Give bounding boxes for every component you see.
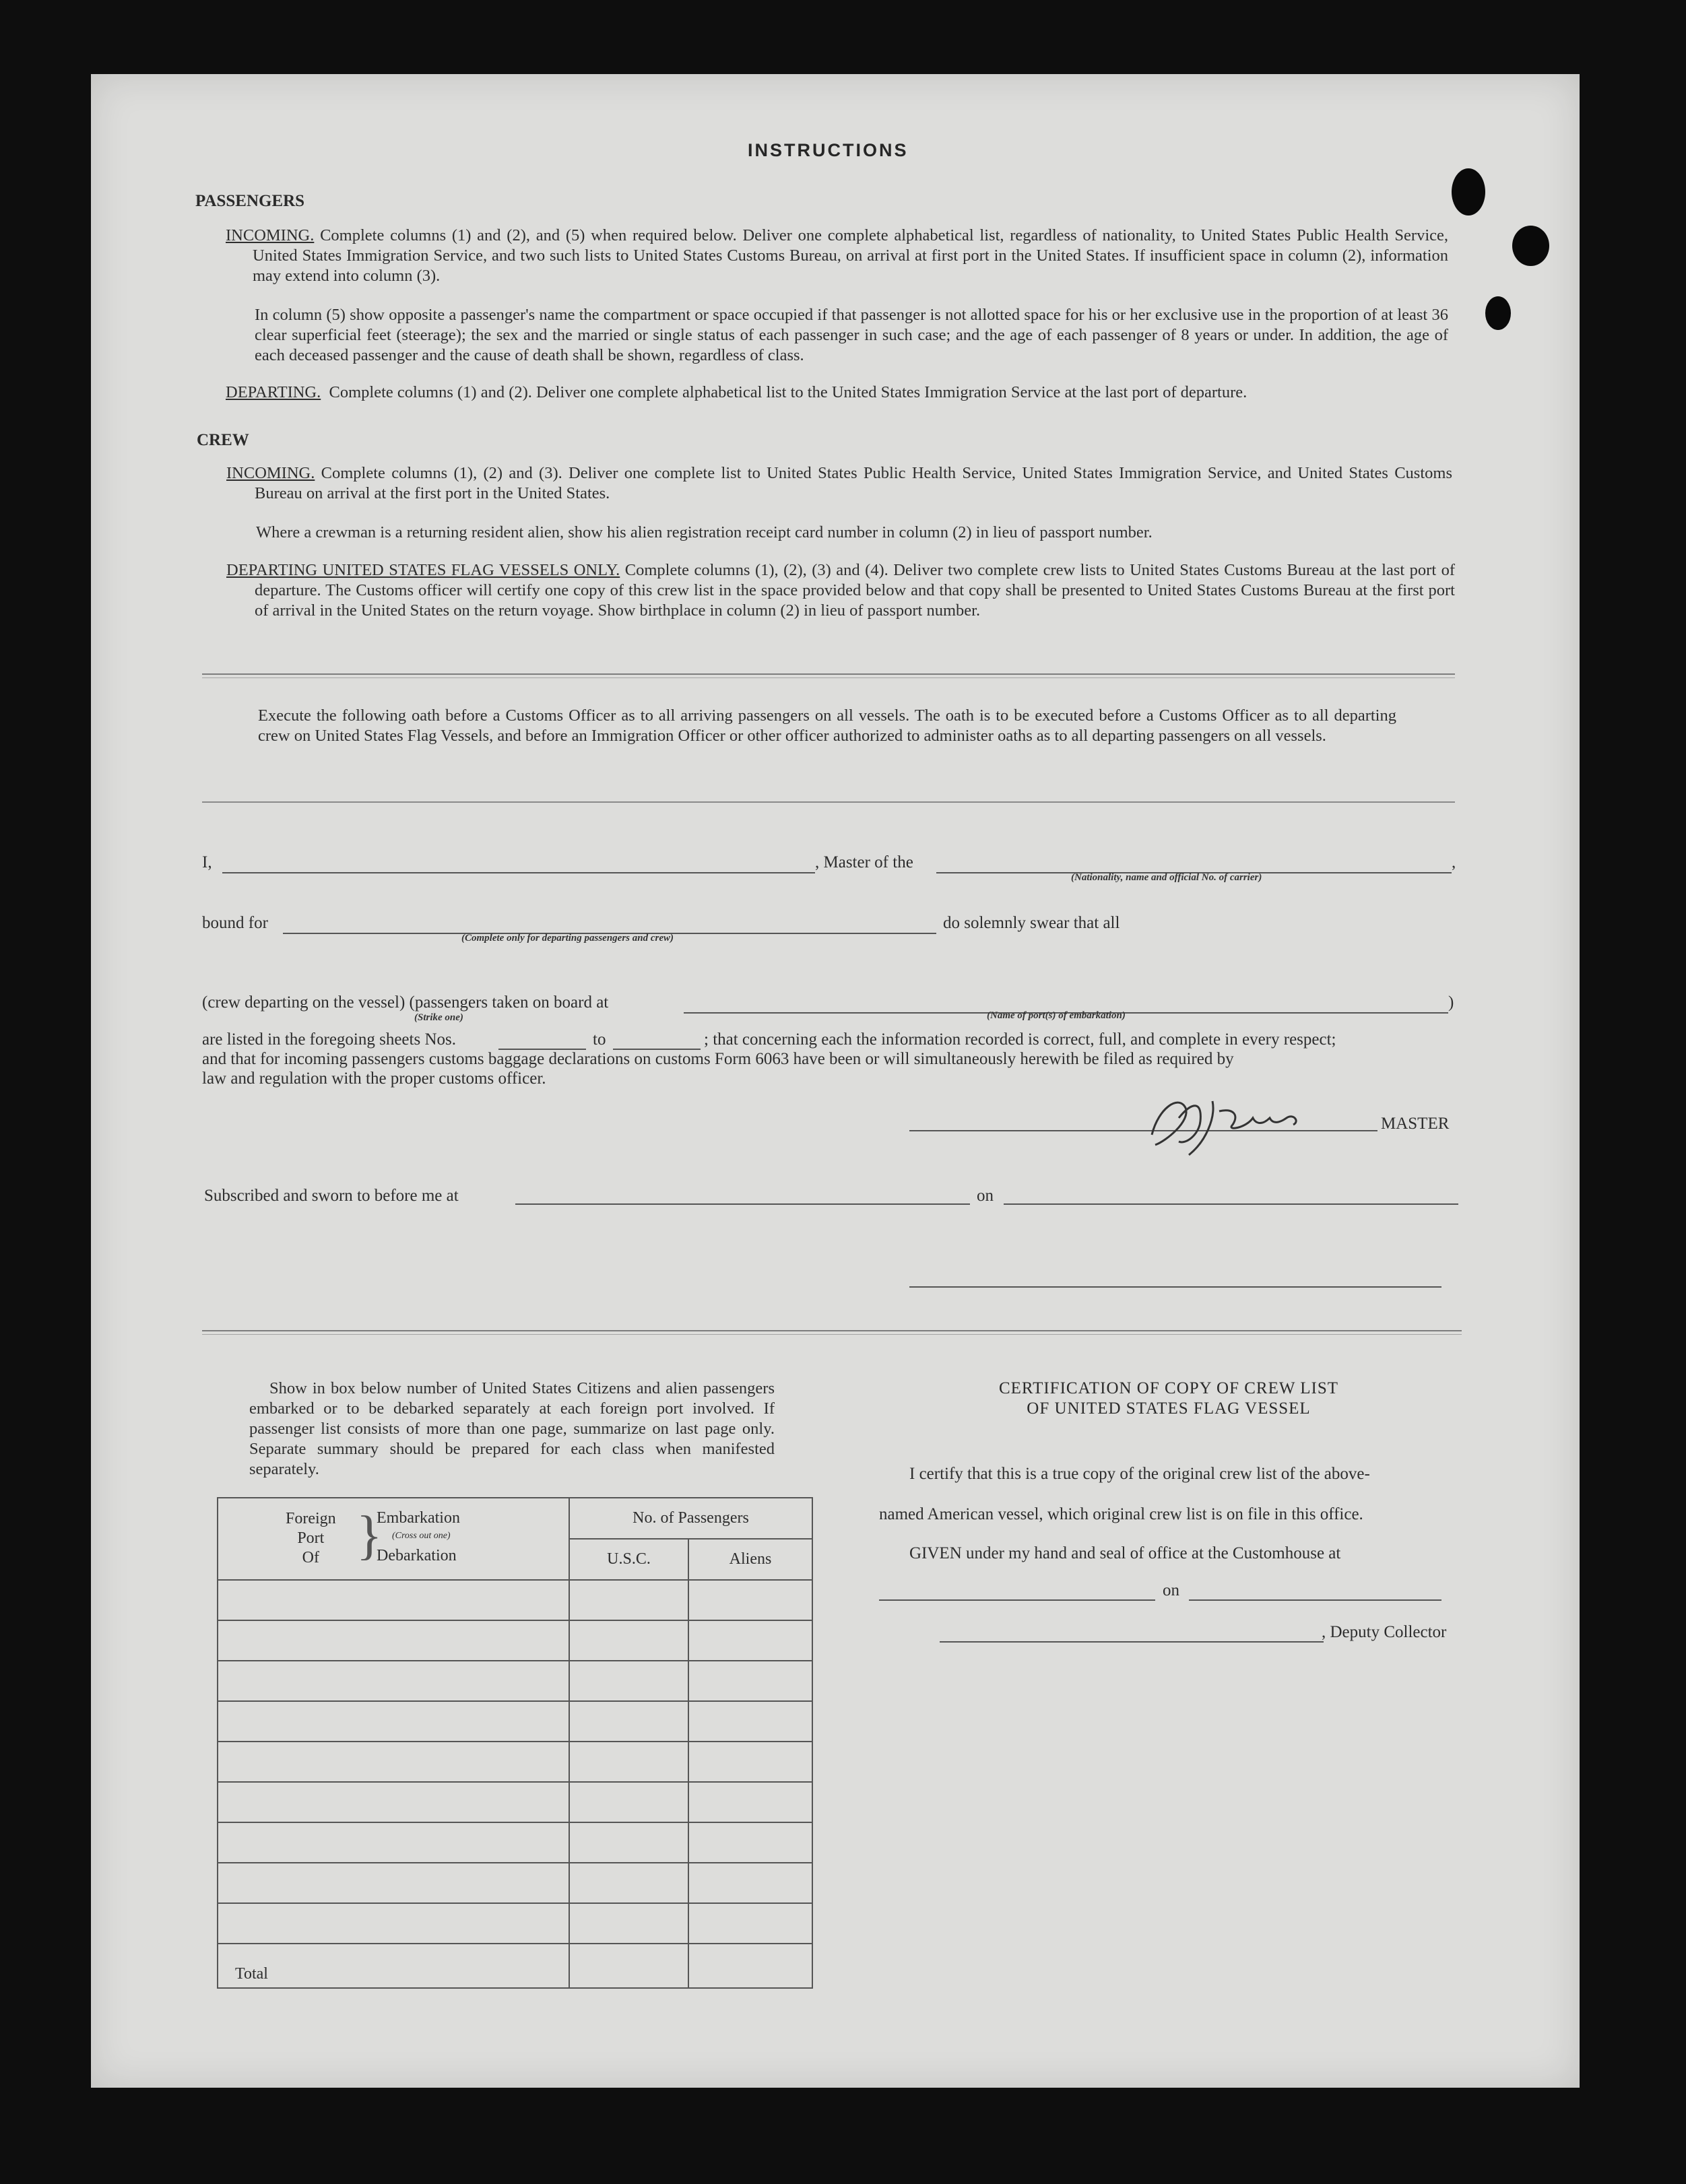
usc-cell[interactable] [569,1782,688,1822]
foreign-port-of [286,1509,336,1568]
usc-cell[interactable] [569,1661,688,1701]
port-cell[interactable] [218,1580,569,1620]
table-row [218,1701,812,1742]
strike-caption: (Strike one) [414,1012,463,1023]
table-row [218,1580,812,1620]
oath-swear: do solemnly swear that all [943,914,1120,932]
aliens-cell[interactable] [688,1903,812,1944]
table-row [218,1822,812,1863]
bound-caption: (Complete only for departing passengers and crew) [461,933,674,944]
page-title: INSTRUCTIONS [748,140,909,160]
foreign-word: Foreign [286,1510,336,1527]
master-signature [1138,1081,1340,1162]
crew-departing-paragraph [226,560,1455,621]
cert-date-field[interactable] [1189,1599,1441,1601]
debarkation-label: Debarkation [377,1547,457,1564]
usc-header: U.S.C. [569,1539,688,1580]
crew-incoming-label: INCOMING. [226,464,315,482]
port-cell[interactable] [218,1661,569,1701]
port-cell[interactable] [218,1620,569,1661]
port-header-cell [218,1498,569,1580]
close-paren: ) [1448,993,1454,1012]
table-total-row [218,1944,812,1988]
section-heading-passengers: PASSENGERS [195,192,305,210]
crew-incoming-paragraph [226,463,1452,504]
passengers-incoming-paragraph [226,226,1449,286]
given-line: GIVEN under my hand and seal of office at the Customhouse at [909,1544,1341,1562]
master-label: MASTER [1381,1115,1450,1133]
aliens-cell[interactable] [688,1822,812,1863]
oath-master-of: , Master of the [815,853,913,871]
table-row [218,1863,812,1903]
usc-cell[interactable] [569,1863,688,1903]
usc-total-cell[interactable] [569,1944,688,1988]
ink-blot [1485,296,1511,330]
oath-i-label: I, [202,853,212,871]
master-name-field[interactable] [222,872,815,873]
customhouse-field[interactable] [879,1599,1155,1601]
oath-listed-b: ; that concerning each the information recorded is correct, full, and complete in every respect; [704,1030,1336,1049]
total-label: Total [218,1944,569,1988]
oath-intro: Execute the following oath before a Customs Officer as to all arriving passengers on all vessels. The oath is to be executed before a Customs Officer as to all departing crew on United States Flag Vessels, and before an Immigration Officer or other officer authorized to administer oaths as to all departing passengers on all vessels. [258,706,1396,745]
carrier-caption: (Nationality, name and official No. of carrier) [1071,872,1262,883]
crew-departing-text: Complete columns (1), (2), (3) and (4). Deliver two complete crew lists to United States Customs Bureau at the last port of departure. The Customs officer will certify one copy of this crew list in the space provided below and that copy shall be presented to United States Customs Bureau at the first port of arrival in the United States on the return voyage. Show birthplace in column (2) in lieu of passport number. [255,561,1455,620]
oath-listed-c: and that for incoming passengers customs baggage declarations on customs Form 6063 have been or will simultaneously herewith be filed as required by [202,1050,1234,1068]
oath-subscribed: Subscribed and sworn to before me at [204,1187,459,1205]
ink-blot [1512,226,1549,266]
aliens-cell[interactable] [688,1661,812,1701]
usc-cell[interactable] [569,1580,688,1620]
crew-departing-label: DEPARTING UNITED STATES FLAG VESSELS ONLY. [226,561,620,579]
crew-incoming-text: Complete columns (1), (2) and (3). Deliver one complete list to United States Public Health Service, United States Immigration Service, and United States Customs Bureau on arrival at the first port in the United States. [255,464,1452,502]
usc-cell[interactable] [569,1620,688,1661]
passengers-departing-label: DEPARTING. [226,383,321,401]
passengers-incoming-label: INCOMING. [226,226,315,244]
passengers-incoming-text: Complete columns (1) and (2), and (5) when required below. Deliver one complete alphabetical list, regardless of nationality, to United States Public Health Service, United States Immigration Service, and two such lists to United States Customs Bureau, on arrival at first port in the United States. If insufficient space in column (2), information may extend into column (3). [253,226,1449,285]
table-row [218,1661,812,1701]
certification-title-line2: OF UNITED STATES FLAG VESSEL [1027,1399,1311,1418]
certification-title-line1: CERTIFICATION OF COPY OF CREW LIST [998,1379,1339,1397]
section-heading-crew: CREW [197,431,249,449]
table-row [218,1620,812,1661]
oath-listed-d: law and regulation with the proper customs officer. [202,1069,546,1088]
cross-out-label: (Cross out one) [392,1531,451,1541]
certification-title [896,1379,1441,1419]
divider [202,801,1455,803]
brace-icon: } [356,1506,383,1565]
divider [202,1330,1462,1335]
certify-line1: I certify that this is a true copy of the original crew list of the above- [909,1465,1370,1483]
certify-line2: named American vessel, which original crew list is on file in this office. [879,1505,1363,1523]
aliens-cell[interactable] [688,1863,812,1903]
port-cell[interactable] [218,1863,569,1903]
oath-crew-departing: (crew departing on the vessel) (passengers taken on board at [202,993,609,1012]
sworn-date-field[interactable] [1004,1203,1458,1205]
oath-listed-a: are listed in the foregoing sheets Nos. [202,1030,456,1049]
port-cell[interactable] [218,1822,569,1863]
port-cell[interactable] [218,1701,569,1742]
oath-on: on [977,1187,994,1205]
aliens-cell[interactable] [688,1701,812,1742]
ink-blot [1452,168,1485,216]
summary-instructions: Show in box below number of United States Citizens and alien passengers embarked or to be debarked separately at each foreign port involved. If passenger list consists of more than one page, summarize on last page only. Separate summary should be prepared for each class when manifested separately. [249,1379,775,1478]
aliens-header: Aliens [688,1539,812,1580]
oath-bound-for: bound for [202,914,268,932]
passengers-departing-text: Complete columns (1) and (2). Deliver one complete alphabetical list to the United States Immigration Service at the last port of departure. [329,383,1247,401]
usc-cell[interactable] [569,1903,688,1944]
passengers-departing-paragraph [226,383,1448,403]
comma: , [1452,853,1456,871]
usc-cell[interactable] [569,1822,688,1863]
deputy-signature-field[interactable] [940,1641,1324,1643]
port-cell[interactable] [218,1903,569,1944]
port-word: Port [297,1529,325,1547]
table-header-row [218,1498,812,1539]
of-word: Of [302,1549,319,1566]
officer-signature-line[interactable] [909,1286,1441,1288]
aliens-cell[interactable] [688,1742,812,1782]
aliens-cell[interactable] [688,1782,812,1822]
port-caption: (Name of port(s) of embarkation) [987,1010,1126,1021]
embarkation-label: Embarkation [377,1509,460,1527]
aliens-cell[interactable] [688,1580,812,1620]
aliens-total-cell[interactable] [688,1944,812,1988]
divider [202,673,1455,678]
deputy-collector-label: , Deputy Collector [1322,1623,1447,1641]
table-row [218,1742,812,1782]
table-row [218,1903,812,1944]
crew-resident-paragraph: Where a crewman is a returning resident alien, show his alien registration receipt card number in column (2) in lieu of passport number. [256,523,1153,541]
sworn-place-field[interactable] [515,1203,970,1205]
cert-on-label: on [1163,1581,1179,1599]
oath-listed-to: to [593,1030,606,1049]
usc-cell[interactable] [569,1701,688,1742]
passenger-summary-table [217,1497,813,1989]
no-passengers-header: No. of Passengers [569,1498,812,1539]
port-cell[interactable] [218,1742,569,1782]
table-row [218,1782,812,1822]
port-cell[interactable] [218,1782,569,1822]
aliens-cell[interactable] [688,1620,812,1661]
usc-cell[interactable] [569,1742,688,1782]
passengers-column5-paragraph: In column (5) show opposite a passenger's name the compartment or space occupied if that passenger is not allotted space for his or her exclusive use in the proportion of at least 36 clear superficial feet (steerage); the sex and the married or single status of each passenger in such case; and the age of each passenger of 8 years or under. In addition, the age of each deceased passenger and the cause of death shall be shown, regardless of class. [255,306,1448,364]
